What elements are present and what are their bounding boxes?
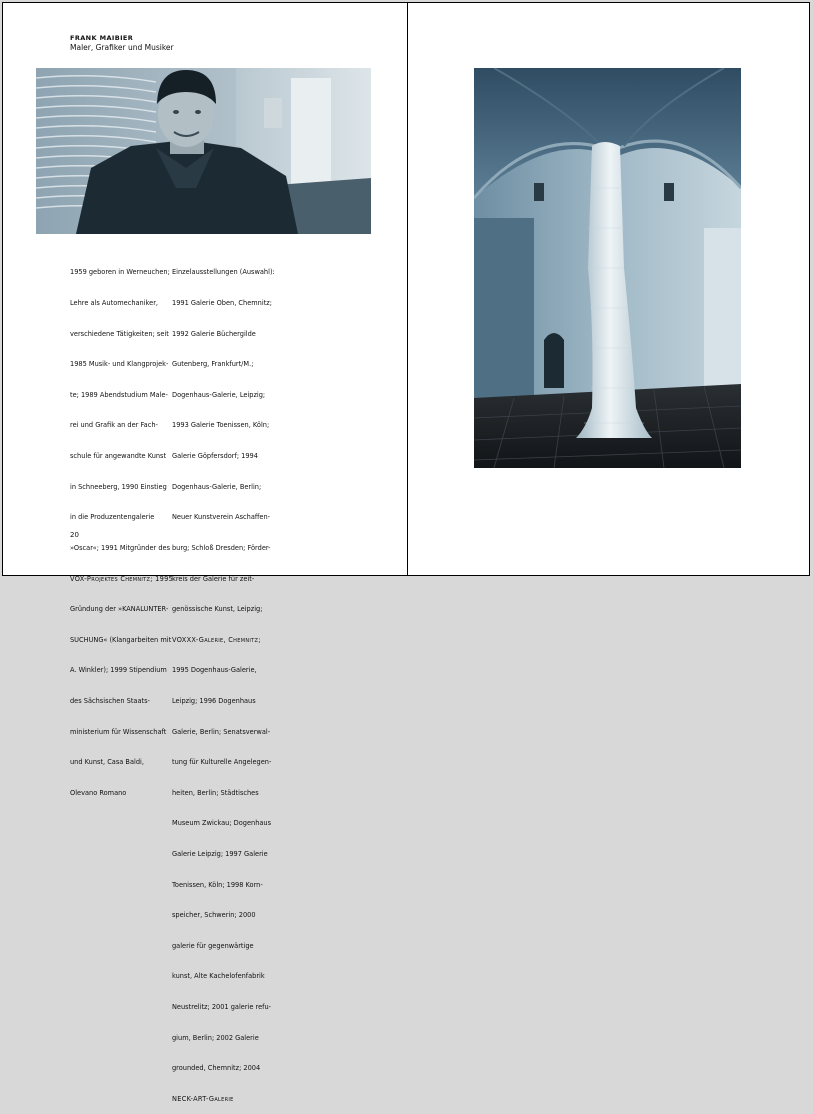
exhibition-line: galerie für gegenwärtige (172, 941, 254, 950)
exhibition-line: heiten, Berlin; Städtisches (172, 788, 259, 797)
bio-line: te; 1989 Abendstudium Male- (70, 390, 168, 399)
page-number: 20 (70, 531, 79, 539)
exhibition-line: grounded, Chemnitz; 2004 (172, 1064, 261, 1073)
exhibition-line: Leipzig; 1996 Dogenhaus (172, 696, 256, 705)
sculpture-illustration (474, 68, 741, 468)
exhibition-line: Galerie Leipzig; 1997 Galerie (172, 849, 268, 858)
exhibition-line: Galerie Göpfersdorf; 1994 (172, 452, 258, 461)
exhibition-line: Museum Zwickau; Dogenhaus (172, 819, 272, 828)
exhibitions-list (172, 247, 275, 1114)
exhibition-line: Toenissen, Köln; 1998 Korn- (172, 880, 263, 889)
exhibition-line: VOXXX-Galerie, Chemnitz; (172, 635, 261, 644)
bio-line: A. Winkler); 1999 Stipendium (70, 666, 167, 675)
artist-biography (70, 247, 173, 808)
bio-line: 1985 Musik- und Klangprojek- (70, 360, 169, 369)
exhibition-line: kunst, Alte Kachelofenfabrik (172, 972, 265, 981)
exhibition-line: Dogenhaus-Galerie, Berlin; (172, 482, 262, 491)
exhibition-line: 1992 Galerie Büchergilde (172, 329, 256, 338)
artist-name: FRANK MAIBIER (70, 34, 134, 42)
exhibition-line: 1991 Galerie Oben, Chemnitz; (172, 299, 272, 308)
exhibition-line: kreis der Galerie für zeit- (172, 574, 255, 583)
bio-line: in die Produzentengalerie (70, 513, 155, 522)
exhibition-line: Gutenberg, Frankfurt/M.; (172, 360, 254, 369)
bio-line: 1959 geboren in Werneuchen; (70, 268, 170, 277)
exhibition-line: NECK-ART-Galerie (172, 1094, 234, 1103)
bio-line: schule für angewandte Kunst (70, 452, 167, 461)
bio-line: Lehre als Automechaniker, (70, 299, 159, 308)
bio-line: ministerium für Wissenschaft (70, 727, 167, 736)
bio-line: rei und Grafik an der Fach- (70, 421, 158, 430)
exhibition-line: Dogenhaus-Galerie, Leipzig; (172, 390, 266, 399)
sculpture-installation-photo (474, 68, 741, 468)
exhibition-line: 1995 Dogenhaus-Galerie, (172, 666, 257, 675)
bio-line: und Kunst, Casa Baldi, (70, 758, 144, 767)
portrait-illustration (36, 68, 371, 234)
exhibition-line: speicher, Schwerin; 2000 (172, 911, 256, 920)
bio-line: VOX-Projektes Chemnitz; 1995 (70, 574, 174, 583)
exhibition-line: burg; Schloß Dresden; Förder- (172, 543, 271, 552)
artist-portrait-photo (36, 68, 371, 234)
exhibition-line: genössische Kunst, Leipzig; (172, 605, 263, 614)
exhibition-line: gium, Berlin; 2002 Galerie (172, 1033, 259, 1042)
bio-line: SUCHUNG« (Klangarbeiten mit (70, 635, 172, 644)
page-gutter (407, 3, 408, 575)
bio-line: verschiedene Tätigkeiten; seit (70, 329, 169, 338)
exhibition-line: Neustrelitz; 2001 galerie refu- (172, 1003, 272, 1012)
exhibition-line: Galerie, Berlin; Senatsverwal- (172, 727, 271, 736)
exhibition-line: 1993 Galerie Toenissen, Köln; (172, 421, 270, 430)
bio-line: in Schneeberg, 1990 Einstieg (70, 482, 167, 491)
artist-subtitle: Maler, Grafiker und Musiker (70, 43, 174, 52)
exhibition-line: Neuer Kunstverein Aschaffen- (172, 513, 271, 522)
bio-line: »Oscar«; 1991 Mitgründer des (70, 543, 171, 552)
bio-line: des Sächsischen Staats- (70, 696, 150, 705)
bio-line: Gründung der »KANALUNTER- (70, 605, 169, 614)
bio-line: Olevano Romano (70, 788, 127, 797)
exhibition-line: tung für Kulturelle Angelegen- (172, 758, 272, 767)
exhibition-line: Einzelausstellungen (Auswahl): (172, 268, 275, 277)
